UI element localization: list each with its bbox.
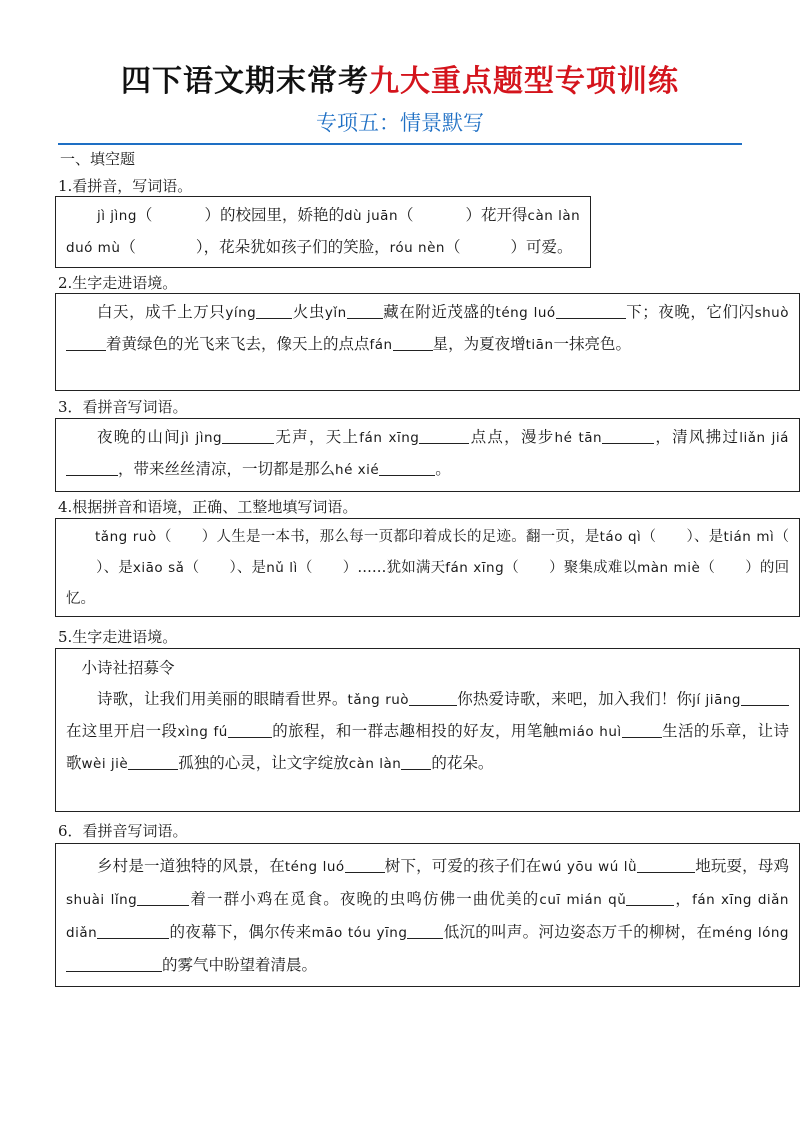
pinyin: méng lóng: [712, 925, 789, 941]
text-segment: 生活的乐章，让诗歌: [66, 722, 789, 772]
text-segment: ），花朵犹如孩子们的笑脸，: [195, 238, 390, 256]
question-2-box: [55, 293, 800, 391]
pinyin: hé xié: [335, 462, 380, 478]
pinyin: tián mì: [723, 529, 775, 545]
title-divider: [58, 143, 742, 145]
text-segment: ）的校园里，娇艳的: [204, 206, 344, 224]
section-heading: 一、填空题: [60, 150, 136, 168]
question-1-box: [55, 196, 591, 268]
text-segment: ）、是: [686, 529, 724, 545]
paren-open: （: [136, 206, 153, 224]
answer-blank[interactable]: [602, 427, 654, 444]
pinyin: wú yōu wú lǜ: [541, 859, 638, 875]
answer-blank[interactable]: [345, 856, 385, 873]
question-5-heading: 小诗社招募令: [81, 659, 175, 677]
question-2-text: [66, 297, 789, 361]
text-segment: 低沉的叫声。河边姿态万千的柳树，在: [443, 923, 713, 941]
question-2-label: 2.生字走进语境。: [58, 274, 178, 292]
pinyin: màn miè: [637, 560, 701, 576]
text-segment: 一抹亮色。: [553, 335, 632, 353]
text-segment: 的花朵。: [431, 754, 494, 772]
pinyin: fán xīng diǎn diǎn: [66, 892, 789, 941]
text-segment: ）花开得: [465, 206, 528, 224]
text-segment: 的夜幕下，偶尔传来: [169, 923, 312, 941]
paren-open: （: [156, 529, 172, 545]
answer-blank[interactable]: [741, 689, 789, 706]
text-segment: 无声，天上: [274, 428, 360, 446]
question-4-box: [55, 518, 800, 617]
pinyin: yǐn: [324, 305, 347, 321]
question-4-label: 4.根据拼音和语境，正确、工整地填写词语。: [58, 498, 358, 516]
title-block: [0, 62, 800, 138]
answer-blank[interactable]: [222, 427, 274, 444]
answer-blank[interactable]: [66, 334, 106, 351]
answer-blank[interactable]: [128, 753, 178, 770]
question-1-line-2: [66, 232, 580, 264]
paren-open: （: [444, 238, 461, 256]
pinyin: hé tān: [554, 430, 603, 446]
pinyin: róu nèn: [389, 240, 445, 256]
text-segment: 夜晚的山间: [97, 428, 181, 446]
answer-blank[interactable]: [228, 721, 272, 738]
pinyin: miáo huì: [558, 724, 622, 740]
text-segment: ，清风拂过: [654, 428, 740, 446]
pinyin: xiāo sǎ: [132, 560, 185, 576]
answer-blank[interactable]: [393, 334, 433, 351]
paren-open: （: [504, 560, 519, 576]
pinyin: duó mù: [66, 240, 121, 256]
pinyin: shuài lǐng: [66, 892, 138, 908]
pinyin: tǎng ruò: [95, 529, 157, 545]
question-6-label: 6．看拼音写词语。: [58, 822, 188, 840]
question-3-label: 3．看拼音写词语。: [58, 398, 188, 416]
text-segment: 的旅程，和一群志趣相投的好友，用笔触: [271, 722, 559, 740]
pinyin: càn làn: [348, 756, 402, 772]
text-segment: 着黄绿色的光飞来飞去，像天上的点点: [106, 335, 370, 353]
text-segment: 地玩耍，母鸡: [695, 857, 789, 875]
answer-blank[interactable]: [256, 302, 292, 319]
answer-blank[interactable]: [407, 922, 443, 939]
pinyin: téng luó: [495, 305, 556, 321]
answer-blank[interactable]: [66, 955, 162, 972]
text-segment: ）可爱。: [510, 238, 573, 256]
question-5-label: 5.生字走进语境。: [58, 628, 178, 646]
text-segment: ）、是: [96, 560, 133, 576]
pinyin: yíng: [225, 305, 257, 321]
pinyin: jì jìng: [97, 208, 137, 224]
answer-blank[interactable]: [626, 889, 674, 906]
pinyin: tǎng ruò: [347, 692, 410, 708]
question-3-text: [66, 422, 789, 486]
question-6-box: [55, 843, 800, 987]
text-segment: ，: [674, 890, 693, 908]
text-segment: 在这里开启一段: [66, 722, 178, 740]
page-title: [0, 62, 800, 102]
answer-blank[interactable]: [97, 922, 169, 939]
question-4-text: [66, 522, 789, 615]
paren-open: （: [297, 560, 313, 576]
pinyin: xìng fú: [177, 724, 228, 740]
pinyin: cuī mián qǔ: [539, 892, 627, 908]
pinyin: táo qì: [599, 529, 642, 545]
pinyin: māo tóu yīng: [311, 925, 408, 941]
paren-open: （: [398, 206, 414, 224]
pinyin: jì jìng: [180, 430, 223, 446]
title-red-part: 九大重点题型专项训练: [369, 64, 679, 99]
question-3-box: [55, 418, 800, 492]
pinyin: càn làn: [527, 208, 581, 224]
answer-blank[interactable]: [409, 689, 457, 706]
text-segment: 乡村是一道独特的风景，在: [97, 857, 285, 875]
text-segment: 你热爱诗歌，来吧，加入我们！你: [457, 690, 693, 708]
answer-blank[interactable]: [137, 889, 189, 906]
text-segment: 孤独的心灵，让文字绽放: [178, 754, 349, 772]
answer-blank[interactable]: [379, 459, 435, 476]
pinyin: tiān: [525, 337, 554, 353]
text-segment: 着一群小鸡在觅食。夜晚的虫鸣仿佛一曲优美的: [189, 890, 540, 908]
answer-blank[interactable]: [637, 856, 695, 873]
text-segment: 。: [435, 460, 451, 478]
question-6-text: [66, 850, 789, 981]
question-5-box: [55, 648, 800, 812]
answer-blank[interactable]: [66, 459, 118, 476]
answer-blank[interactable]: [622, 721, 662, 738]
question-1-label: 1.看拼音，写词语。: [58, 177, 193, 195]
paren-open: （: [184, 560, 200, 576]
text-segment: 的雾气中盼望着清晨。: [162, 956, 318, 974]
pinyin: fán: [369, 337, 393, 353]
text-segment: 白天，成千上万只: [97, 303, 226, 321]
paren-open: （: [641, 529, 657, 545]
pinyin: nǔ lì: [266, 560, 298, 576]
text-segment: 树下，可爱的孩子们在: [384, 857, 542, 875]
text-segment: 火虫: [292, 303, 325, 321]
text-segment: ）、是: [229, 560, 267, 576]
title-black-part: 四下语文期末常考: [121, 64, 369, 99]
text-segment: ，带来丝丝清凉，一切都是那么: [118, 460, 336, 478]
pinyin: jí jiāng: [692, 692, 741, 708]
text-segment: 星，为夏夜增: [432, 335, 526, 353]
pinyin: shuò: [754, 305, 789, 321]
text-segment: ）聚集成难以: [548, 560, 638, 576]
question-5-text: [66, 684, 789, 780]
text-segment: 诗歌，让我们用美丽的眼睛看世界。: [97, 690, 348, 708]
pinyin: liǎn jiá: [739, 430, 789, 446]
pinyin: wèi jiè: [81, 756, 129, 772]
pinyin: dù juān: [343, 208, 399, 224]
page-subtitle: 专项五：情景默写: [316, 111, 484, 135]
pinyin: fán xīng: [445, 560, 505, 576]
text-segment: ）人生是一本书，那么每一页都印着成长的足迹。翻一页，是: [201, 529, 600, 545]
answer-blank[interactable]: [419, 427, 469, 444]
pinyin: fán xīng: [359, 430, 420, 446]
text-segment: 点点，漫步: [469, 428, 555, 446]
paren-open: （: [774, 529, 789, 545]
paren-open: （: [120, 238, 136, 256]
answer-blank[interactable]: [401, 753, 431, 770]
answer-blank[interactable]: [347, 302, 383, 319]
text-segment: ）……犹如满天: [342, 560, 446, 576]
pinyin: téng luó: [284, 859, 345, 875]
text-segment: ）的回忆。: [66, 560, 790, 607]
text-segment: 藏在附近茂盛的: [382, 303, 496, 321]
text-segment: 下；夜晚，它们闪: [625, 303, 755, 321]
paren-open: （: [700, 560, 716, 576]
answer-blank[interactable]: [556, 302, 626, 319]
question-1-line-1: [66, 200, 580, 232]
